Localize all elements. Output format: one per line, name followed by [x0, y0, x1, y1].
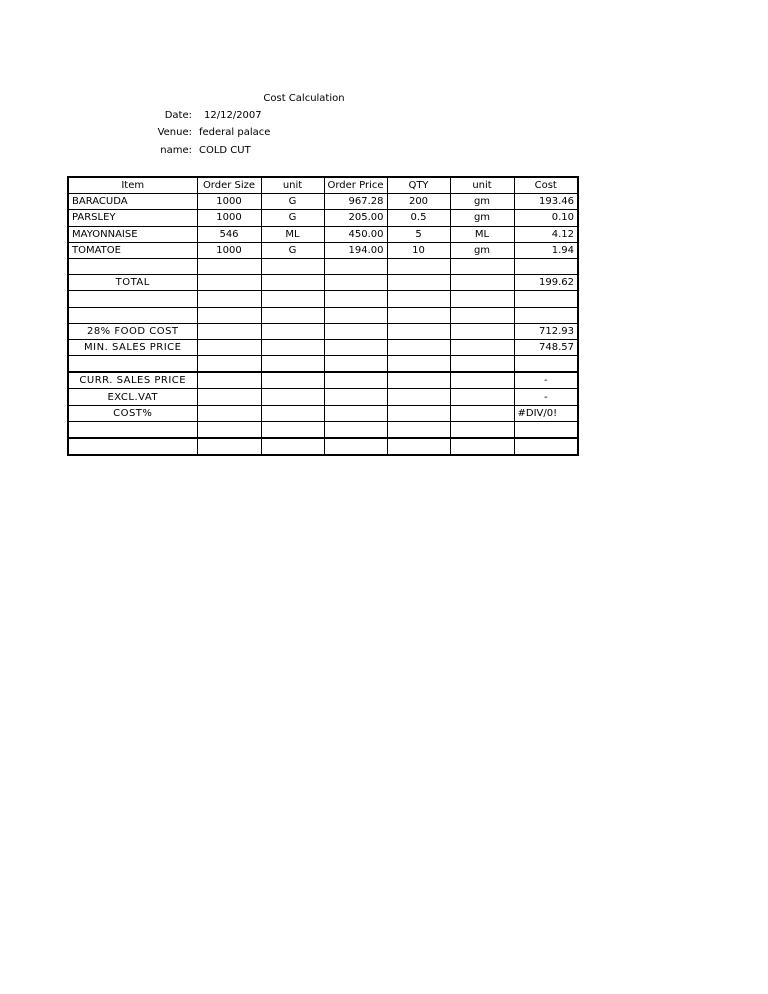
min-sales-value: 748.57 [514, 339, 578, 355]
empty-cell [261, 307, 324, 323]
empty-cell [324, 323, 387, 339]
empty-cell [450, 291, 514, 307]
empty-cell [68, 421, 197, 438]
empty-cell [197, 438, 261, 455]
total-label: TOTAL [68, 275, 197, 291]
unit-cell: G [261, 210, 324, 226]
empty-cell [324, 291, 387, 307]
empty-cell [514, 291, 578, 307]
document-title: Cost Calculation [263, 93, 345, 104]
empty-cell [450, 372, 514, 389]
qty-cell: 10 [387, 242, 450, 258]
venue-label: Venue: [157, 127, 192, 138]
empty-cell [197, 356, 261, 373]
empty-cell [387, 323, 450, 339]
empty-cell [68, 291, 197, 307]
empty-cell [197, 291, 261, 307]
order-price-cell: 967.28 [324, 194, 387, 210]
header-cost: Cost [514, 177, 578, 194]
header-unit-2: unit [450, 177, 514, 194]
cost-table [67, 176, 579, 456]
empty-cell [324, 421, 387, 438]
empty-cell [514, 356, 578, 373]
cost-pct-row [68, 405, 578, 421]
name-label: name: [160, 145, 192, 156]
empty-cell [324, 307, 387, 323]
unit2-cell: gm [450, 194, 514, 210]
empty-cell [261, 291, 324, 307]
empty-cell [387, 356, 450, 373]
unit2-cell: gm [450, 242, 514, 258]
total-row [68, 275, 578, 291]
empty-cell [450, 389, 514, 405]
empty-cell [450, 307, 514, 323]
table-header-row [68, 177, 578, 194]
empty-cell [450, 421, 514, 438]
empty-cell [514, 258, 578, 274]
empty-cell [387, 405, 450, 421]
curr-sales-row [68, 372, 578, 389]
empty-row [68, 307, 578, 323]
table-row [68, 194, 578, 210]
empty-cell [514, 438, 578, 455]
empty-cell [324, 438, 387, 455]
qty-cell: 0.5 [387, 210, 450, 226]
empty-cell [450, 323, 514, 339]
order-size-cell: 1000 [197, 242, 261, 258]
empty-cell [261, 323, 324, 339]
empty-cell [387, 389, 450, 405]
empty-cell [324, 258, 387, 274]
food-cost-row [68, 323, 578, 339]
empty-row [68, 421, 578, 438]
cost-pct-value: #DIV/0! [514, 405, 578, 421]
order-price-cell: 205.00 [324, 210, 387, 226]
empty-cell [261, 258, 324, 274]
cost-cell: 193.46 [514, 194, 578, 210]
curr-sales-value: - [514, 372, 578, 389]
empty-cell [197, 372, 261, 389]
qty-cell: 200 [387, 194, 450, 210]
empty-cell [197, 421, 261, 438]
empty-cell [324, 372, 387, 389]
cost-pct-label: COST% [68, 405, 197, 421]
empty-row [68, 291, 578, 307]
empty-cell [261, 372, 324, 389]
empty-cell [197, 389, 261, 405]
empty-cell [261, 438, 324, 455]
excl-vat-row [68, 389, 578, 405]
header-item: Item [68, 177, 197, 194]
min-sales-row [68, 339, 578, 355]
empty-cell [197, 307, 261, 323]
food-cost-value: 712.93 [514, 323, 578, 339]
empty-row [68, 258, 578, 274]
item-cell: PARSLEY [68, 210, 197, 226]
empty-cell [450, 356, 514, 373]
empty-cell [197, 258, 261, 274]
empty-cell [261, 389, 324, 405]
empty-cell [197, 339, 261, 355]
empty-cell [68, 438, 197, 455]
food-cost-label: 28% FOOD COST [68, 323, 197, 339]
venue-value: federal palace [199, 127, 271, 138]
empty-cell [68, 356, 197, 373]
empty-cell [387, 291, 450, 307]
name-value: COLD CUT [199, 145, 251, 156]
empty-cell [387, 258, 450, 274]
header-unit: unit [261, 177, 324, 194]
table-row [68, 226, 578, 242]
cost-cell: 1.94 [514, 242, 578, 258]
min-sales-label: MIN. SALES PRICE [68, 339, 197, 355]
header-order-size: Order Size [197, 177, 261, 194]
empty-cell [261, 405, 324, 421]
table-row [68, 210, 578, 226]
empty-cell [261, 356, 324, 373]
item-cell: BARACUDA [68, 194, 197, 210]
unit2-cell: gm [450, 210, 514, 226]
empty-cell [324, 405, 387, 421]
empty-cell [387, 372, 450, 389]
empty-cell [387, 275, 450, 291]
empty-cell [68, 258, 197, 274]
curr-sales-label: CURR. SALES PRICE [68, 372, 197, 389]
empty-cell [197, 275, 261, 291]
empty-cell [514, 421, 578, 438]
empty-cell [261, 339, 324, 355]
empty-row [68, 438, 578, 455]
empty-cell [450, 275, 514, 291]
empty-cell [197, 323, 261, 339]
empty-cell [450, 258, 514, 274]
empty-cell [68, 307, 197, 323]
order-price-cell: 450.00 [324, 226, 387, 242]
empty-row [68, 356, 578, 373]
empty-cell [324, 339, 387, 355]
unit-cell: G [261, 194, 324, 210]
empty-cell [261, 421, 324, 438]
item-cell: MAYONNAISE [68, 226, 197, 242]
empty-cell [324, 356, 387, 373]
unit-cell: G [261, 242, 324, 258]
empty-cell [450, 438, 514, 455]
unit-cell: ML [261, 226, 324, 242]
empty-cell [450, 405, 514, 421]
order-size-cell: 1000 [197, 210, 261, 226]
empty-cell [261, 275, 324, 291]
item-cell: TOMATOE [68, 242, 197, 258]
date-value: 12/12/2007 [204, 110, 262, 121]
qty-cell: 5 [387, 226, 450, 242]
table-row [68, 242, 578, 258]
order-size-cell: 546 [197, 226, 261, 242]
unit2-cell: ML [450, 226, 514, 242]
empty-cell [450, 339, 514, 355]
order-size-cell: 1000 [197, 194, 261, 210]
empty-cell [387, 307, 450, 323]
empty-cell [514, 307, 578, 323]
date-label: Date: [164, 110, 192, 121]
total-value: 199.62 [514, 275, 578, 291]
excl-vat-value: - [514, 389, 578, 405]
empty-cell [387, 438, 450, 455]
empty-cell [197, 405, 261, 421]
cost-cell: 0.10 [514, 210, 578, 226]
excl-vat-label: EXCL.VAT [68, 389, 197, 405]
cost-cell: 4.12 [514, 226, 578, 242]
empty-cell [387, 339, 450, 355]
empty-cell [324, 389, 387, 405]
header-order-price: Order Price [324, 177, 387, 194]
header-qty: QTY [387, 177, 450, 194]
order-price-cell: 194.00 [324, 242, 387, 258]
empty-cell [324, 275, 387, 291]
empty-cell [387, 421, 450, 438]
